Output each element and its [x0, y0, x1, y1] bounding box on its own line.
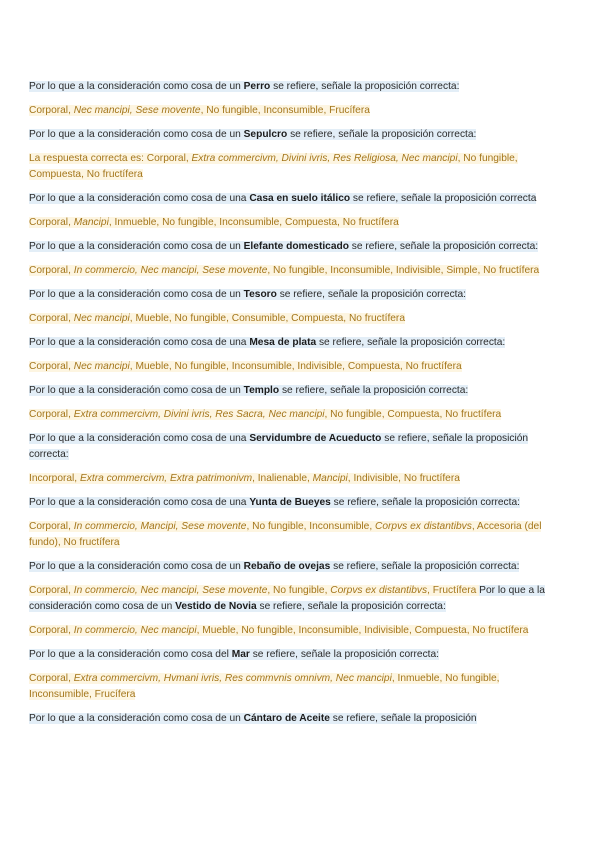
answer: Incorporal, Extra commercivm, Extra patrimonivm, Inalienable, Mancipi, Indivisible, No fructífera: [29, 473, 460, 484]
answer: Corporal, Nec mancipi, Sese movente, No fungible, Inconsumible, Frucífera: [29, 105, 370, 116]
question: Por lo que a la consideración como cosa de una Mesa de plata se refiere, señale la proposición correcta:: [29, 337, 506, 348]
answer: Corporal, In commercio, Mancipi, Sese movente, No fungible, Inconsumible, Corpvs ex distantibvs, Accesoria (del fundo), No fructífera: [29, 521, 542, 548]
question: Por lo que a la consideración como cosa del Mar se refiere, señale la proposición correcta:: [29, 649, 440, 660]
answer-with-next-question: Corporal, In commercio, Nec mancipi, Sese movente, No fungible, Corpvs ex distantibvs, Fructífera Por lo que a la consideración como cosa de un Vestido de Novia se refiere, señale la proposición correcta:: [29, 585, 545, 612]
question: Por lo que a la consideración como cosa de un Elefante domesticado se refiere, señale la proposición correcta:: [29, 241, 539, 252]
question: Por lo que a la consideración como cosa de un Rebaño de ovejas se refiere, señale la proposición correcta:: [29, 561, 520, 572]
question: Por lo que a la consideración como cosa de un Templo se refiere, señale la proposición correcta:: [29, 385, 469, 396]
answer: La respuesta correcta es: Corporal, Extra commercivm, Divini ivris, Res Religiosa, Nec mancipi, No fungible, Compuesta, No fructífera: [29, 153, 518, 180]
question: Por lo que a la consideración como cosa de un Sepulcro se refiere, señale la proposición correcta:: [29, 129, 477, 140]
question: Por lo que a la consideración como cosa de un Tesoro se refiere, señale la proposición correcta:: [29, 289, 466, 300]
answer: Corporal, Nec mancipi, Mueble, No fungible, Inconsumible, Indivisible, Compuesta, No fructífera: [29, 361, 462, 372]
answer: Corporal, Mancipi, Inmueble, No fungible, Inconsumible, Compuesta, No fructífera: [29, 217, 399, 228]
question: Por lo que a la consideración como cosa de una Casa en suelo itálico se refiere, señale la proposición correcta: [29, 193, 537, 204]
answer: Corporal, In commercio, Nec mancipi, Mueble, No fungible, Inconsumible, Indivisible, Compuesta, No fructífera: [29, 625, 529, 636]
question: Por lo que a la consideración como cosa de un Cántaro de Aceite se refiere, señale la proposición: [29, 713, 477, 724]
answer: Corporal, Nec mancipi, Mueble, No fungible, Consumible, Compuesta, No fructífera: [29, 313, 405, 324]
answer: Corporal, In commercio, Nec mancipi, Sese movente, No fungible, Inconsumible, Indivisible, Simple, No fructífera: [29, 265, 540, 276]
question: Por lo que a la consideración como cosa de un Perro se refiere, señale la proposición correcta:: [29, 81, 460, 92]
question: Por lo que a la consideración como cosa de una Servidumbre de Acueducto se refiere, señale la proposición correcta:: [29, 433, 529, 460]
answer: Corporal, Extra commercivm, Hvmani ivris, Res commvnis omnivm, Nec mancipi, Inmueble, No fungible, Inconsumible, Frucífera: [29, 673, 500, 700]
question: Por lo que a la consideración como cosa de una Yunta de Bueyes se refiere, señale la proposición correcta:: [29, 497, 520, 508]
answer: Corporal, Extra commercivm, Divini ivris, Res Sacra, Nec mancipi, No fungible, Compuesta, No fructífera: [29, 409, 502, 420]
qa-list: [29, 79, 545, 735]
